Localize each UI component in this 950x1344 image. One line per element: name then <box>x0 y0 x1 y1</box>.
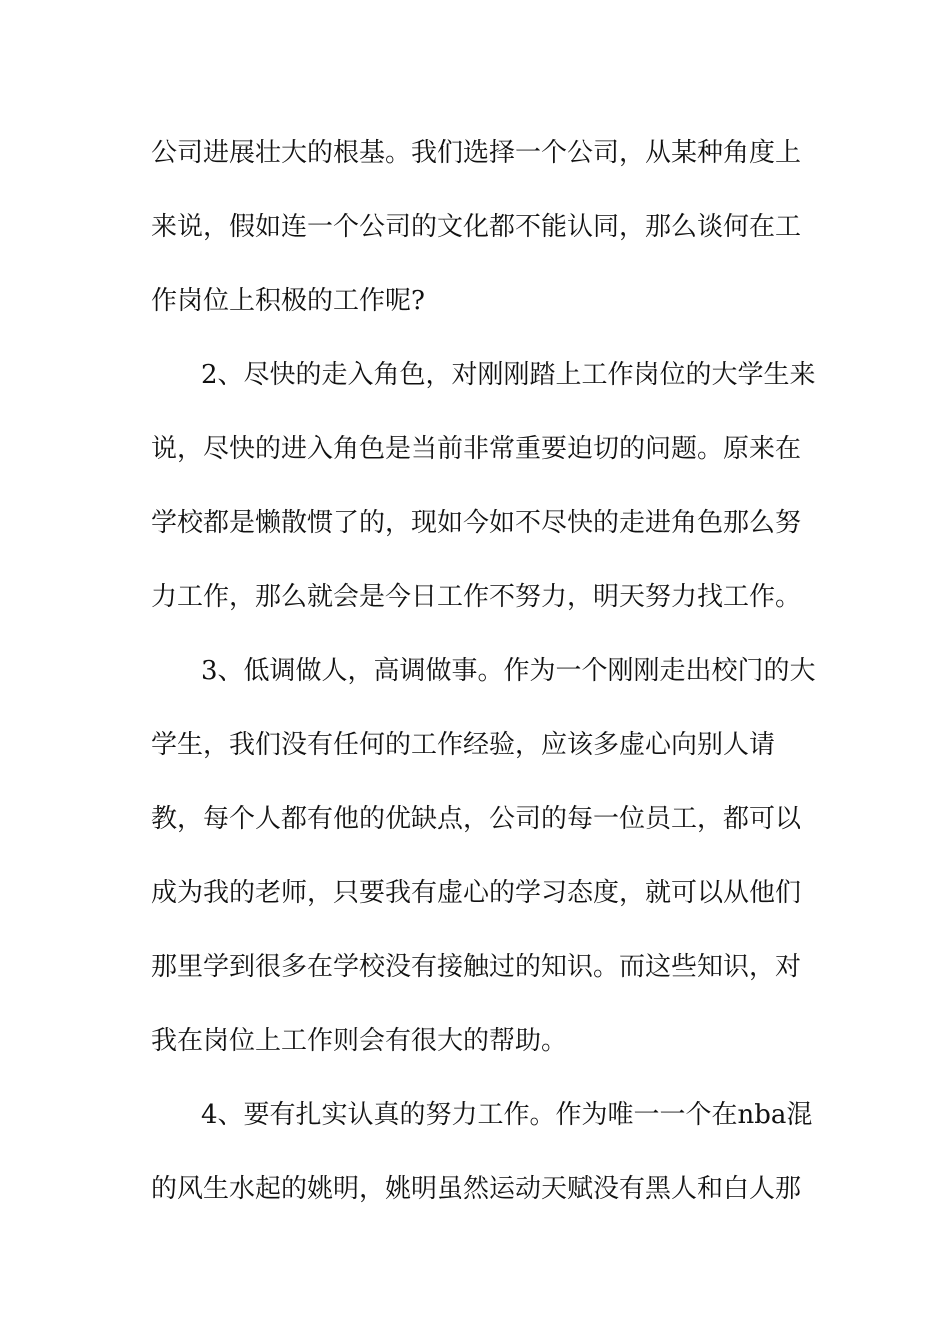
text-line: 来说，假如连一个公司的文化都不能认同，那么谈何在工 <box>151 212 802 242</box>
text-line: 那里学到很多在学校没有接触过的知识。而这些知识，对 <box>151 952 802 982</box>
paragraph-start-line: 2、尽快的走入角色，对刚刚踏上工作岗位的大学生来 <box>201 360 816 390</box>
paragraph-start-line: 4、要有扎实认真的努力工作。作为唯一一个在nba混 <box>201 1100 813 1130</box>
text-line: 学校都是懒散惯了的，现如今如不尽快的走进角色那么努 <box>151 508 802 538</box>
text-line: 学生，我们没有任何的工作经验，应该多虚心向别人请 <box>151 730 776 760</box>
text-line: 说，尽快的进入角色是当前非常重要迫切的问题。原来在 <box>151 434 802 464</box>
text-line: 作岗位上积极的工作呢? <box>151 286 425 316</box>
text-line: 教，每个人都有他的优缺点，公司的每一位员工，都可以 <box>151 804 802 834</box>
paragraph-start-line: 3、低调做人，高调做事。作为一个刚刚走出校门的大 <box>201 656 816 686</box>
text-line: 公司进展壮大的根基。我们选择一个公司，从某种角度上 <box>151 138 802 168</box>
text-line: 的风生水起的姚明，姚明虽然运动天赋没有黑人和白人那 <box>151 1174 802 1204</box>
text-line: 成为我的老师，只要我有虚心的学习态度，就可以从他们 <box>151 878 802 908</box>
text-line: 力工作，那么就会是今日工作不努力，明天努力找工作。 <box>151 582 802 612</box>
text-line: 我在岗位上工作则会有很大的帮助。 <box>151 1026 568 1056</box>
